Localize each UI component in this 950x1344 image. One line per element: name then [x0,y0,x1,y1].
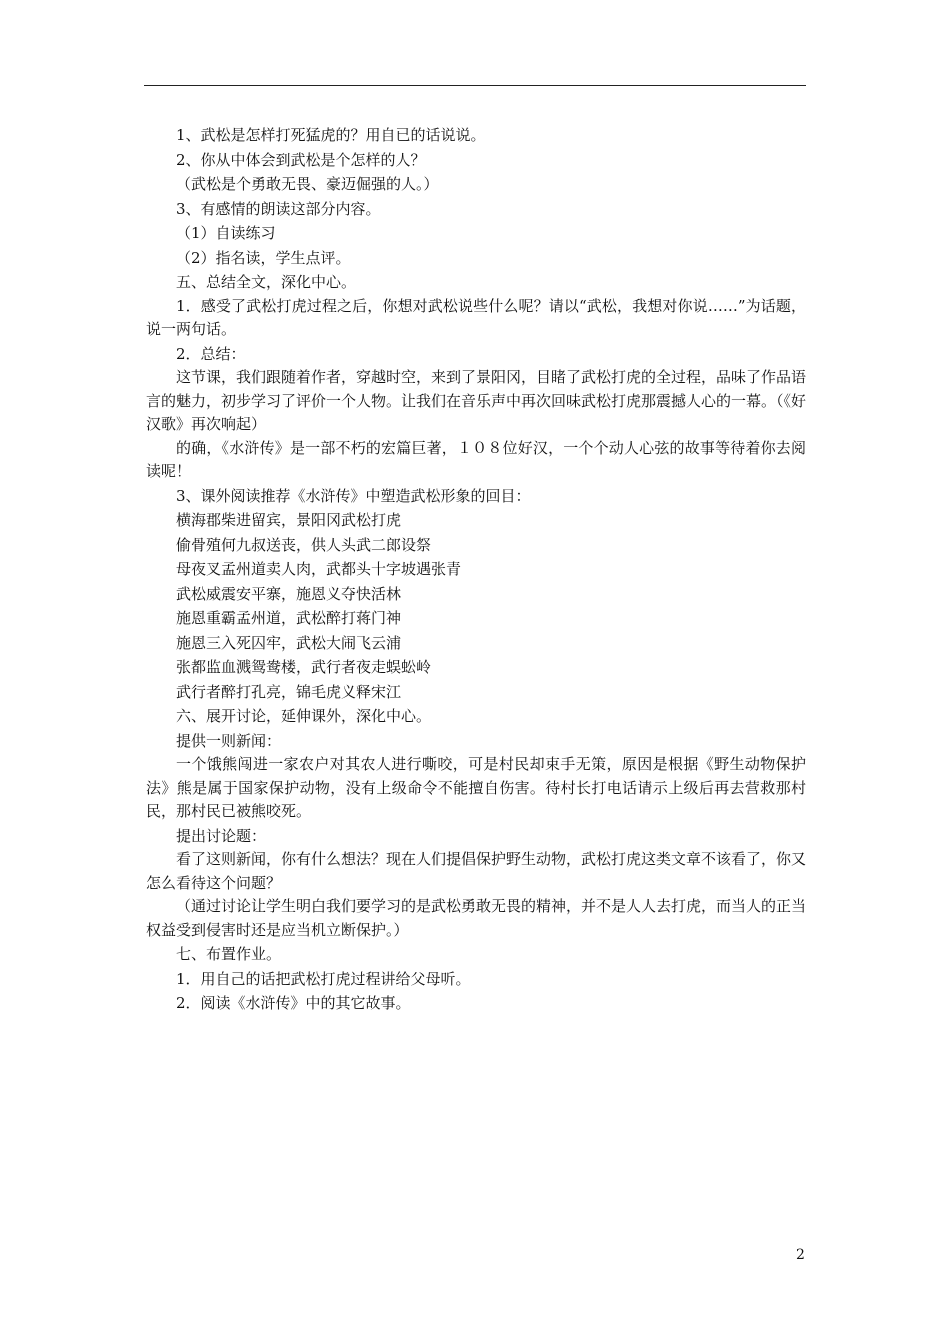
paragraph: 1．用自己的话把武松打虎过程讲给父母听。 [176,969,471,988]
chapter-title: 母夜叉孟州道卖人肉，武都头十字坡遇张青 [176,560,462,578]
paragraph: （2）指名读，学生点评。 [176,248,351,267]
document-body [146,123,806,1016]
paragraph: 一个饿熊闯进一家农户对其农人进行嘶咬，可是村民却束手无策，原因是根据《野生动物保护法》熊是属于国家保护动物，没有上级命令不能擅自伤害。待村长打电话请示上级后再去营救那村民，那村民已被熊咬死。 [146,755,806,820]
paragraph: 2、你从中体会到武松是个怎样的人？ [176,150,426,169]
chapter-title: 武松威震安平寨，施恩义夺快活林 [176,584,402,603]
paragraph: 看了这则新闻，你有什么想法？现在人们提倡保护野生动物，武松打虎这类文章不该看了，你又怎么看待这个问题？ [146,850,807,892]
chapter-title: 偷骨殖何九叔送丧，供人头武二郎设祭 [176,535,432,554]
paragraph: 七、布置作业。 [176,945,282,963]
paragraph: （1）自读练习 [176,224,276,242]
paragraph: （武松是个勇敢无畏、豪迈倔强的人。） [176,175,439,193]
paragraph: 这节课，我们跟随着作者，穿越时空，来到了景阳冈，目睹了武松打虎的全过程，品味了作品语言的魅力，初步学习了评价一个人物。让我们在音乐声中再次回味武松打虎那震撼人心的一幕。（《好汉歌》再次响起） [146,368,807,433]
paragraph: 提供一则新闻： [176,731,282,750]
paragraph: 1、武松是怎样打死猛虎的？用自已的话说说。 [176,126,486,144]
paragraph: 的确，《水浒传》是一部不朽的宏篇巨著，１０８位好汉，一个个动人心弦的故事等待着你去阅读呢！ [146,438,806,480]
chapter-title: 施恩重霸孟州道，武松醉打蒋门神 [176,609,402,627]
paragraph: 提出讨论题： [176,826,267,845]
paragraph: 五、总结全文，深化中心。 [176,273,357,291]
paragraph: （通过讨论让学生明白我们要学习的是武松勇敢无畏的精神，并不是人人去打虎，而当人的正当权益受到侵害时还是应当机立断保护。） [146,897,807,939]
paragraph: 3、课外阅读推荐《水浒传》中塑造武松形象的回目： [176,486,531,505]
paragraph: 3、有感情的朗读这部分内容。 [176,199,381,218]
paragraph: 2．阅读《水浒传》中的其它故事。 [176,994,411,1012]
paragraph: 1．感受了武松打虎过程之后，你想对武松说些什么呢？请以“武松，我想对你说……”为话题，说一两句话。 [146,296,806,338]
chapter-title: 武行者醉打孔亮，锦毛虎义释宋江 [176,682,402,701]
chapter-title: 施恩三入死囚牢，武松大闹飞云浦 [176,633,402,652]
chapter-title: 张都监血溅鸳鸯楼，武行者夜走蜈蚣岭 [176,658,432,676]
paragraph: 六、展开讨论，延伸课外，深化中心。 [176,707,432,725]
page-number: 2 [796,1247,805,1263]
chapter-title: 横海郡柴进留宾，景阳冈武松打虎 [176,511,402,529]
paragraph: 2．总结： [176,344,246,363]
header-rule [144,85,806,86]
